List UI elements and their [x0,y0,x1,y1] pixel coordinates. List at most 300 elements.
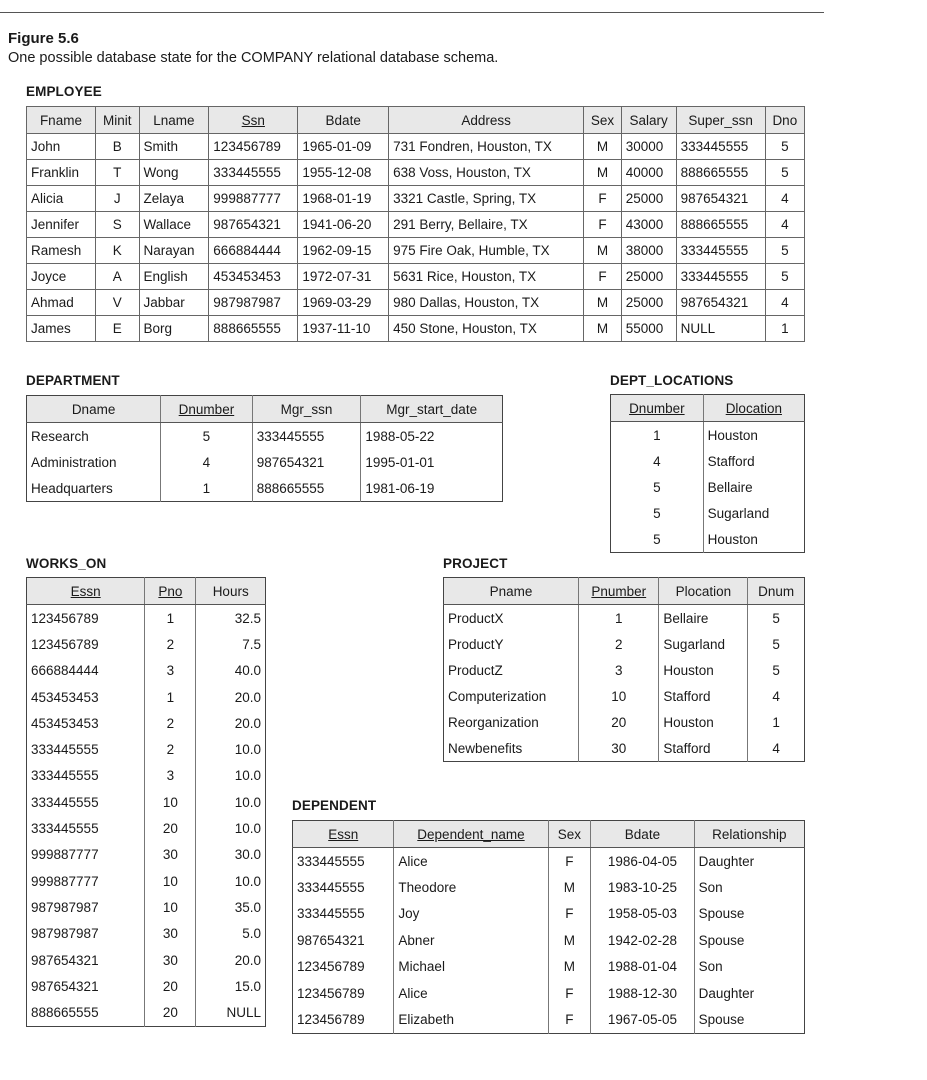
table-cell: NULL [196,999,266,1026]
table-cell: 731 Fondren, Houston, TX [389,134,584,160]
column-header: Dno [765,107,804,134]
table-cell: NULL [676,316,765,342]
table-cell: 15.0 [196,973,266,999]
table-cell: Houston [703,526,804,553]
table-row [293,848,805,875]
table-cell: 40.0 [196,658,266,684]
table-cell: 987654321 [31,978,99,994]
table-cell: 987654321 [209,212,298,238]
table-cell: Son [694,874,804,900]
table-cell: 888665555 [252,475,361,502]
table-cell: 5.0 [196,921,266,947]
table-cell: F [548,1006,591,1033]
table-row [293,901,805,927]
column-header: Dnumber [611,395,704,422]
header-row [444,578,805,605]
table-cell: Zelaya [139,186,209,212]
table-cell: 2 [145,631,196,657]
table-cell: 30 [145,947,196,973]
table-cell: Spouse [694,927,804,953]
table-row [27,238,805,264]
table-cell: 5 [765,264,804,290]
table-cell: 4 [748,735,805,762]
table-cell: Alice [394,848,548,875]
table-cell: F [548,980,591,1006]
table-cell: 453453453 [31,715,99,731]
table-cell: M [584,238,622,264]
table-cell: 1962-09-15 [298,238,389,264]
table-cell: 123456789 [297,985,365,1001]
table-cell: 987654321 [297,932,365,948]
table-cell: 1 [145,605,196,632]
column-header: Hours [196,578,266,605]
table-row [293,874,805,900]
table-cell: 3 [145,658,196,684]
table-cell: 333445555 [209,160,298,186]
table-row [611,448,805,474]
table-cell: F [548,848,591,875]
table-cell: 5 [748,631,805,657]
table-cell: Administration [31,454,117,470]
department-table [26,395,503,502]
table-row [27,658,266,684]
column-header: Pname [444,578,579,605]
table-cell: ProductY [448,636,504,652]
header-row [27,396,503,423]
header-row [293,821,805,848]
table-cell: 32.5 [196,605,266,632]
table-cell: M [584,134,622,160]
column-header: Bdate [591,821,694,848]
table-row [27,736,266,762]
table-cell: S [95,212,139,238]
table-cell: 1955-12-08 [298,160,389,186]
table-cell: 1 [145,684,196,710]
table-cell: 4 [748,683,805,709]
table-row [611,474,805,500]
table-cell: 5631 Rice, Houston, TX [389,264,584,290]
table-cell: 123456789 [31,610,99,626]
table-cell: 25000 [621,264,676,290]
table-cell: 20.0 [196,710,266,736]
table-row [27,631,266,657]
table-row [27,186,805,212]
column-header: Dnum [748,578,805,605]
table-row [27,264,805,290]
table-cell: 5 [765,134,804,160]
table-cell: Stafford [659,683,748,709]
dept-locations-table-label: DEPT_LOCATIONS [610,373,734,388]
column-header: Dname [27,396,161,423]
table-row [27,684,266,710]
column-header: Pnumber [579,578,659,605]
table-row [444,657,805,683]
table-cell: 10 [145,894,196,920]
table-cell: 35.0 [196,894,266,920]
table-cell: 10.0 [196,815,266,841]
table-cell: 20 [579,709,659,735]
table-cell: 10.0 [196,789,266,815]
table-cell: 987654321 [31,952,99,968]
table-cell: Alice [394,980,548,1006]
table-cell: 25000 [621,290,676,316]
table-row [27,815,266,841]
column-header: Sex [548,821,591,848]
table-row [27,160,805,186]
table-cell: 4 [765,186,804,212]
table-cell: James [27,316,96,342]
table-row [27,605,266,632]
column-header: Dependent_name [394,821,548,848]
table-cell: ProductZ [448,662,503,678]
table-cell: Spouse [694,901,804,927]
dept-locations-table [610,394,805,553]
table-cell: 2 [579,631,659,657]
table-cell: 10 [145,789,196,815]
table-cell: 20.0 [196,684,266,710]
table-cell: 3 [145,763,196,789]
table-cell: 1967-05-05 [591,1006,694,1033]
table-cell: 888665555 [31,1005,99,1021]
table-cell: 1983-10-25 [591,874,694,900]
table-cell: 333445555 [676,238,765,264]
table-cell: 20 [145,973,196,999]
table-cell: 888665555 [676,160,765,186]
column-header: Relationship [694,821,804,848]
header-row [611,395,805,422]
table-cell: F [584,264,622,290]
table-cell: 5 [748,657,805,683]
table-row [27,973,266,999]
table-cell: Theodore [394,874,548,900]
table-row [27,134,805,160]
table-cell: Headquarters [31,480,113,496]
table-cell: 123456789 [297,1012,365,1028]
table-cell: K [95,238,139,264]
table-row [27,921,266,947]
column-header: Bdate [298,107,389,134]
column-header: Super_ssn [676,107,765,134]
table-cell: 4 [765,290,804,316]
table-cell: Stafford [659,735,748,762]
table-cell: 1968-01-19 [298,186,389,212]
table-cell: Narayan [139,238,209,264]
table-cell: Franklin [27,160,96,186]
table-cell: 1986-04-05 [591,848,694,875]
table-row [293,954,805,980]
column-header: Minit [95,107,139,134]
table-cell: Reorganization [448,714,539,730]
table-cell: 333445555 [297,906,365,922]
table-cell: 999887777 [31,847,99,863]
table-cell: 30000 [621,134,676,160]
table-row [293,980,805,1006]
dependent-table [292,820,805,1034]
table-cell: B [95,134,139,160]
table-cell: 10 [579,683,659,709]
table-cell: 30 [145,842,196,868]
table-cell: 40000 [621,160,676,186]
table-cell: F [584,212,622,238]
table-cell: 987987987 [209,290,298,316]
table-row [444,631,805,657]
dependent-table-label: DEPENDENT [292,798,377,813]
table-cell: Ahmad [27,290,96,316]
column-header: Dlocation [703,395,804,422]
table-cell: Jennifer [27,212,96,238]
table-cell: 1958-05-03 [591,901,694,927]
table-cell: 5 [161,423,253,450]
column-header: Pno [145,578,196,605]
table-row [27,789,266,815]
table-cell: Houston [703,422,804,449]
table-cell: 1942-02-28 [591,927,694,953]
department-table-label: DEPARTMENT [26,373,120,388]
figure-title: Figure 5.6 [8,30,79,47]
table-cell: 1941-06-20 [298,212,389,238]
table-cell: 3321 Castle, Spring, TX [389,186,584,212]
table-row [444,709,805,735]
column-header: Ssn [209,107,298,134]
table-cell: Sugarland [703,500,804,526]
table-cell: 888665555 [209,316,298,342]
table-cell: T [95,160,139,186]
table-cell: Wong [139,160,209,186]
table-cell: Son [694,954,804,980]
table-cell: 1 [579,605,659,632]
table-cell: 123456789 [31,636,99,652]
table-row [27,868,266,894]
table-cell: 333445555 [31,794,99,810]
table-cell: 4 [161,449,253,475]
table-cell: Michael [394,954,548,980]
table-cell: F [584,186,622,212]
table-cell: Smith [139,134,209,160]
table-cell: 1969-03-29 [298,290,389,316]
table-cell: 999887777 [209,186,298,212]
table-cell: 333445555 [31,821,99,837]
table-cell: Newbenefits [448,740,523,756]
table-row [27,449,503,475]
employee-table-label: EMPLOYEE [26,84,102,99]
table-cell: 987654321 [676,186,765,212]
table-cell: 1 [748,709,805,735]
table-cell: 5 [748,605,805,632]
table-cell: 38000 [621,238,676,264]
works-on-table-label: WORKS_ON [26,556,107,571]
table-cell: 987987987 [31,926,99,942]
table-cell: 980 Dallas, Houston, TX [389,290,584,316]
table-cell: 2 [145,710,196,736]
table-cell: 1988-01-04 [591,954,694,980]
figure-caption: One possible database state for the COMPANY relational database schema. [8,50,499,66]
table-cell: 123456789 [209,134,298,160]
table-cell: 1995-01-01 [361,449,503,475]
table-cell: 987987987 [31,899,99,915]
table-cell: 1937-11-10 [298,316,389,342]
table-cell: 20 [145,815,196,841]
table-cell: Bellaire [703,474,804,500]
table-cell: Alicia [27,186,96,212]
table-cell: M [548,927,591,953]
table-cell: 4 [765,212,804,238]
table-cell: Joyce [27,264,96,290]
table-cell: Wallace [139,212,209,238]
table-cell: 7.5 [196,631,266,657]
table-cell: Joy [394,901,548,927]
table-cell: 1988-12-30 [591,980,694,1006]
table-cell: A [95,264,139,290]
table-cell: M [584,290,622,316]
table-cell: 10.0 [196,868,266,894]
table-cell: M [548,874,591,900]
table-cell: ProductX [448,610,504,626]
table-cell: 5 [765,160,804,186]
employee-table [26,106,805,342]
table-row [27,710,266,736]
table-cell: 1965-01-09 [298,134,389,160]
table-row [444,605,805,632]
column-header: Dnumber [161,396,253,423]
table-cell: 975 Fire Oak, Humble, TX [389,238,584,264]
table-cell: 55000 [621,316,676,342]
column-header: Mgr_ssn [252,396,361,423]
column-header: Address [389,107,584,134]
table-cell: 333445555 [676,264,765,290]
table-cell: M [584,160,622,186]
table-cell: 43000 [621,212,676,238]
table-cell: 666884444 [31,663,99,679]
table-row [444,735,805,762]
table-cell: Houston [659,709,748,735]
table-cell: Computerization [448,688,547,704]
table-cell: 3 [579,657,659,683]
table-cell: Stafford [703,448,804,474]
table-cell: Spouse [694,1006,804,1033]
table-row [27,212,805,238]
table-cell: M [584,316,622,342]
table-cell: 1981-06-19 [361,475,503,502]
table-cell: 30.0 [196,842,266,868]
table-cell: 453453453 [209,264,298,290]
table-cell: 1 [161,475,253,502]
table-row [293,1006,805,1033]
table-cell: J [95,186,139,212]
column-header: Lname [139,107,209,134]
table-cell: Sugarland [659,631,748,657]
table-cell: 10.0 [196,736,266,762]
table-row [27,423,503,450]
table-cell: Houston [659,657,748,683]
table-cell: 30 [145,921,196,947]
table-cell: 20 [145,999,196,1026]
table-cell: Daughter [694,980,804,1006]
table-cell: Jabbar [139,290,209,316]
table-row [611,500,805,526]
column-header: Plocation [659,578,748,605]
table-cell: 1 [765,316,804,342]
header-row [27,578,266,605]
table-cell: 333445555 [252,423,361,450]
table-cell: 333445555 [297,880,365,896]
table-row [444,683,805,709]
table-row [27,894,266,920]
table-row [611,526,805,553]
table-cell: V [95,290,139,316]
table-cell: 888665555 [676,212,765,238]
table-cell: 5 [653,531,661,547]
table-row [27,475,503,502]
table-cell: 1988-05-22 [361,423,503,450]
table-cell: 987654321 [252,449,361,475]
table-cell: 987654321 [676,290,765,316]
table-cell: Ramesh [27,238,96,264]
table-cell: 333445555 [31,742,99,758]
table-cell: 2 [145,736,196,762]
column-header: Essn [293,821,394,848]
table-cell: 1 [653,427,661,443]
table-cell: 666884444 [209,238,298,264]
table-cell: 1972-07-31 [298,264,389,290]
column-header: Sex [584,107,622,134]
table-cell: 291 Berry, Bellaire, TX [389,212,584,238]
table-row [27,763,266,789]
table-row [27,290,805,316]
column-header: Essn [27,578,145,605]
table-cell: 638 Voss, Houston, TX [389,160,584,186]
table-cell: Abner [394,927,548,953]
table-row [293,927,805,953]
table-cell: Daughter [694,848,804,875]
table-row [27,316,805,342]
table-cell: 450 Stone, Houston, TX [389,316,584,342]
table-cell: 5 [653,479,661,495]
project-table [443,577,805,762]
works-on-table [26,577,266,1027]
table-cell: E [95,316,139,342]
column-header: Fname [27,107,96,134]
project-table-label: PROJECT [443,556,508,571]
table-cell: 5 [765,238,804,264]
table-cell: English [139,264,209,290]
table-cell: 333445555 [676,134,765,160]
table-cell: 333445555 [297,853,365,869]
table-cell: 5 [653,505,661,521]
table-cell: John [27,134,96,160]
table-cell: Bellaire [659,605,748,632]
table-cell: Elizabeth [394,1006,548,1033]
table-cell: 4 [653,453,661,469]
column-header: Mgr_start_date [361,396,503,423]
table-row [611,422,805,449]
table-cell: 123456789 [297,959,365,975]
table-row [27,999,266,1026]
table-cell: 999887777 [31,873,99,889]
table-row [27,947,266,973]
table-cell: 30 [579,735,659,762]
table-cell: F [548,901,591,927]
table-cell: 25000 [621,186,676,212]
table-cell: 10.0 [196,763,266,789]
table-cell: 453453453 [31,689,99,705]
table-cell: Borg [139,316,209,342]
table-cell: 333445555 [31,768,99,784]
table-cell: 10 [145,868,196,894]
column-header: Salary [621,107,676,134]
table-cell: M [548,954,591,980]
table-cell: Research [31,428,89,444]
table-cell: 20.0 [196,947,266,973]
